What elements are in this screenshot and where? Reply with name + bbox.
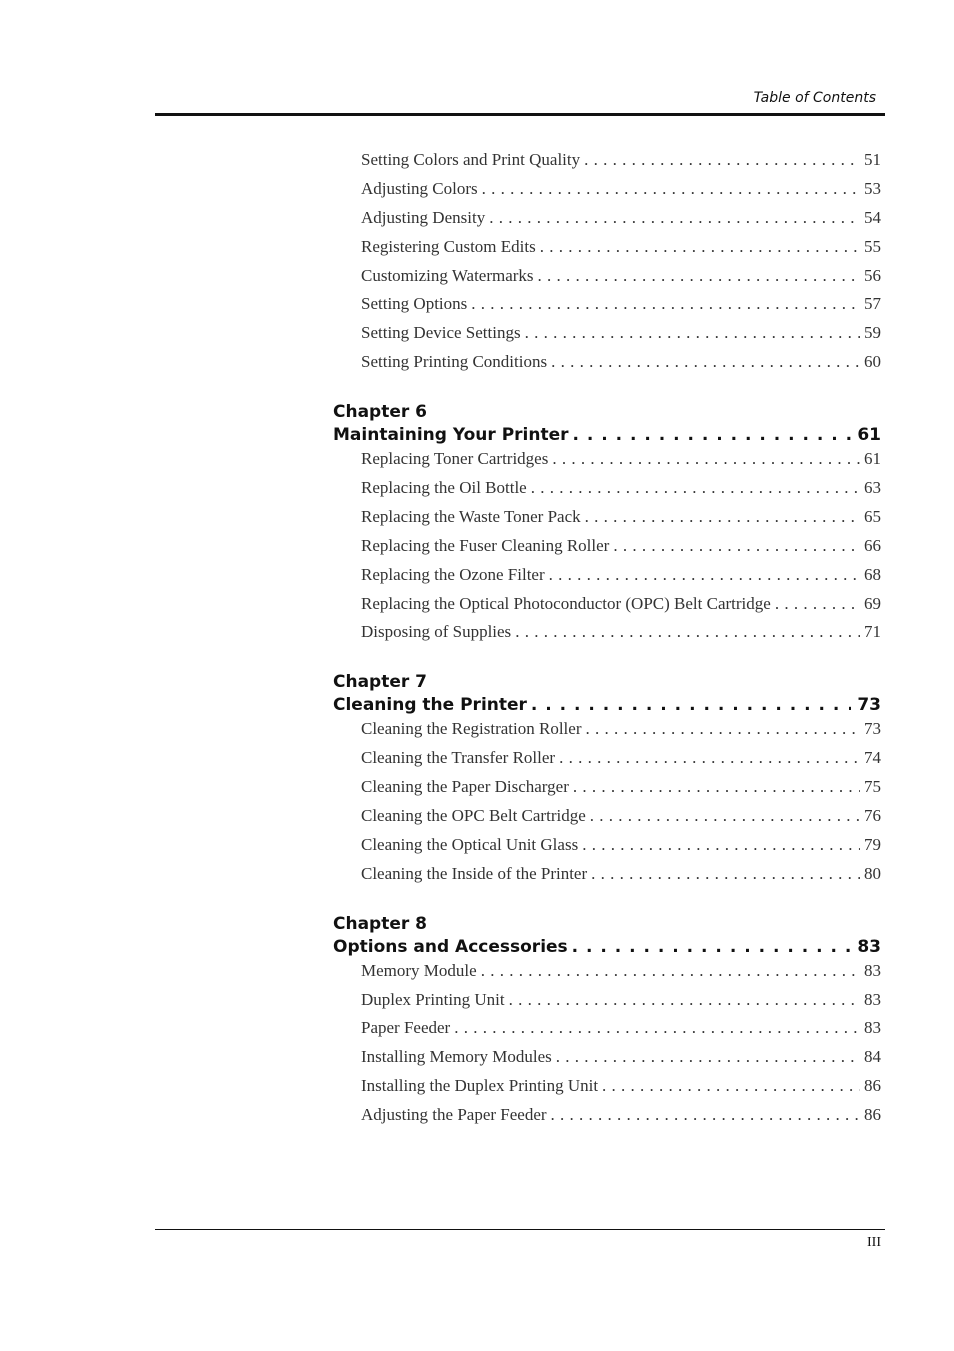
table-of-contents — [333, 150, 881, 1134]
toc-entry[interactable] — [361, 1105, 881, 1134]
toc-entry-page: 83 — [864, 1018, 881, 1038]
toc-entry-page: 61 — [864, 449, 881, 469]
toc-entry-title: Cleaning the Paper Discharger — [361, 777, 569, 797]
toc-entry[interactable] — [361, 507, 881, 536]
toc-entry[interactable] — [361, 536, 881, 565]
toc-entry[interactable] — [361, 777, 881, 806]
dot-leader — [515, 622, 860, 642]
page-number: III — [867, 1235, 881, 1250]
toc-entry-title: Registering Custom Edits — [361, 236, 536, 256]
toc-entry[interactable] — [361, 1047, 881, 1076]
chapter-heading[interactable] — [333, 671, 881, 717]
toc-entry[interactable] — [361, 565, 881, 594]
dot-leader — [551, 1105, 860, 1125]
toc-entry-page: 73 — [864, 719, 881, 739]
footer-rule — [155, 1229, 885, 1230]
running-header-title: Table of Contents — [753, 90, 876, 106]
toc-entry-title: Replacing the Oil Bottle — [361, 478, 527, 498]
toc-entry-title: Adjusting Density — [361, 207, 486, 227]
dot-leader — [573, 777, 860, 797]
toc-entry-title: Replacing the Fuser Cleaning Roller — [361, 535, 610, 555]
toc-entry[interactable] — [361, 294, 881, 323]
toc-entry-title: Setting Device Settings — [361, 323, 521, 343]
toc-entry-title: Cleaning the Inside of the Printer — [361, 863, 588, 883]
toc-entry[interactable] — [361, 748, 881, 777]
toc-entry-page: 83 — [864, 989, 881, 1009]
toc-entry[interactable] — [361, 266, 881, 295]
dot-leader — [582, 835, 860, 855]
toc-entry-page: 71 — [864, 622, 881, 642]
dot-leader — [540, 237, 860, 257]
dot-leader — [509, 990, 860, 1010]
toc-entry[interactable] — [361, 961, 881, 990]
toc-entry-page: 63 — [864, 478, 881, 498]
toc-entry[interactable] — [361, 990, 881, 1019]
toc-entry-page: 65 — [864, 506, 881, 526]
chapter-title: Options and Accessories — [333, 936, 568, 957]
toc-entry-page: 86 — [864, 1076, 881, 1096]
chapter-page: 83 — [857, 936, 881, 957]
toc-entry-page: 57 — [864, 294, 881, 314]
toc-entry-page: 75 — [864, 777, 881, 797]
dot-leader — [591, 864, 860, 884]
toc-entry-title: Adjusting the Paper Feeder — [361, 1105, 547, 1125]
toc-entry-title: Setting Colors and Print Quality — [361, 150, 581, 169]
toc-entry[interactable] — [361, 150, 881, 179]
chapter-title: Cleaning the Printer — [333, 695, 527, 716]
toc-entry-page: 83 — [864, 960, 881, 980]
toc-entry[interactable] — [361, 835, 881, 864]
chapter-title: Maintaining Your Printer — [333, 425, 569, 446]
chapter-heading[interactable] — [333, 913, 881, 959]
toc-entry-page: 68 — [864, 564, 881, 584]
toc-entry-page: 51 — [864, 150, 881, 169]
chapter-label: Chapter 6 — [333, 402, 428, 423]
toc-entry[interactable] — [361, 806, 881, 835]
dot-leader — [481, 961, 860, 981]
toc-entry[interactable] — [361, 622, 881, 651]
dot-leader — [552, 449, 860, 469]
toc-entry[interactable] — [361, 594, 881, 623]
dot-leader — [538, 266, 860, 286]
toc-entry-page: 74 — [864, 748, 881, 768]
chapter-page: 61 — [857, 425, 881, 446]
toc-entry-page: 54 — [864, 207, 881, 227]
toc-entry[interactable] — [361, 719, 881, 748]
dot-leader — [602, 1076, 860, 1096]
toc-entry-page: 69 — [864, 593, 881, 613]
chapter-label: Chapter 7 — [333, 672, 428, 693]
dot-leader — [525, 323, 860, 343]
dot-leader — [551, 352, 860, 372]
toc-entry-title: Installing Memory Modules — [361, 1047, 552, 1067]
toc-entry-page: 86 — [864, 1105, 881, 1125]
toc-entry-title: Cleaning the Optical Unit Glass — [361, 834, 579, 854]
dot-leader — [559, 748, 860, 768]
dot-leader — [573, 423, 852, 447]
dot-leader — [556, 1047, 860, 1067]
header-rule — [155, 113, 885, 116]
toc-entry-title: Replacing the Ozone Filter — [361, 564, 545, 584]
dot-leader — [775, 594, 860, 614]
toc-entry[interactable] — [361, 237, 881, 266]
toc-entry-page: 66 — [864, 535, 881, 555]
toc-entry-title: Setting Printing Conditions — [361, 352, 548, 372]
dot-leader — [585, 507, 860, 527]
dot-leader — [584, 150, 860, 170]
toc-entry-title: Memory Module — [361, 960, 477, 980]
toc-entry[interactable] — [361, 179, 881, 208]
toc-entry-title: Setting Options — [361, 294, 468, 314]
dot-leader — [613, 536, 860, 556]
toc-entry-title: Replacing the Waste Toner Pack — [361, 506, 581, 526]
toc-entry-title: Installing the Duplex Printing Unit — [361, 1076, 599, 1096]
toc-entry-title: Replacing the Optical Photoconductor (OPC) Belt Cartridge — [361, 593, 771, 613]
toc-entry[interactable] — [361, 323, 881, 352]
dot-leader — [586, 719, 861, 739]
toc-entry[interactable] — [361, 1018, 881, 1047]
chapter-page: 73 — [857, 695, 881, 716]
toc-entry[interactable] — [361, 352, 881, 381]
toc-entry-page: 55 — [864, 236, 881, 256]
toc-entry-title: Cleaning the Transfer Roller — [361, 748, 556, 768]
toc-entry-title: Customizing Watermarks — [361, 265, 534, 285]
toc-entry-title: Cleaning the OPC Belt Cartridge — [361, 806, 586, 826]
toc-entry-page: 59 — [864, 323, 881, 343]
toc-entry-page: 60 — [864, 352, 881, 372]
toc-entry-title: Replacing Toner Cartridges — [361, 449, 549, 469]
toc-entry-title: Paper Feeder — [361, 1018, 451, 1038]
dot-leader — [549, 565, 860, 585]
chapter-heading[interactable] — [333, 401, 881, 447]
dot-leader — [572, 935, 852, 959]
dot-leader — [471, 294, 860, 314]
toc-entry-title: Duplex Printing Unit — [361, 989, 505, 1009]
toc-entry[interactable] — [361, 478, 881, 507]
toc-entry-page: 53 — [864, 178, 881, 198]
toc-entry-page: 56 — [864, 265, 881, 285]
toc-entry-page: 76 — [864, 806, 881, 826]
toc-entry[interactable] — [361, 1076, 881, 1105]
dot-leader — [489, 208, 860, 228]
dot-leader — [590, 806, 860, 826]
toc-entry[interactable] — [361, 864, 881, 893]
dot-leader — [531, 478, 860, 498]
toc-entry[interactable] — [361, 449, 881, 478]
toc-entry-title: Disposing of Supplies — [361, 622, 512, 642]
chapter-label: Chapter 8 — [333, 913, 428, 934]
dot-leader — [482, 179, 860, 199]
toc-entry-page: 80 — [864, 863, 881, 883]
toc-entry-page: 84 — [864, 1047, 881, 1067]
toc-entry[interactable] — [361, 208, 881, 237]
toc-entry-page: 79 — [864, 834, 881, 854]
dot-leader — [531, 693, 851, 717]
dot-leader — [454, 1018, 860, 1038]
toc-entry-title: Adjusting Colors — [361, 178, 478, 198]
toc-entry-title: Cleaning the Registration Roller — [361, 719, 582, 739]
